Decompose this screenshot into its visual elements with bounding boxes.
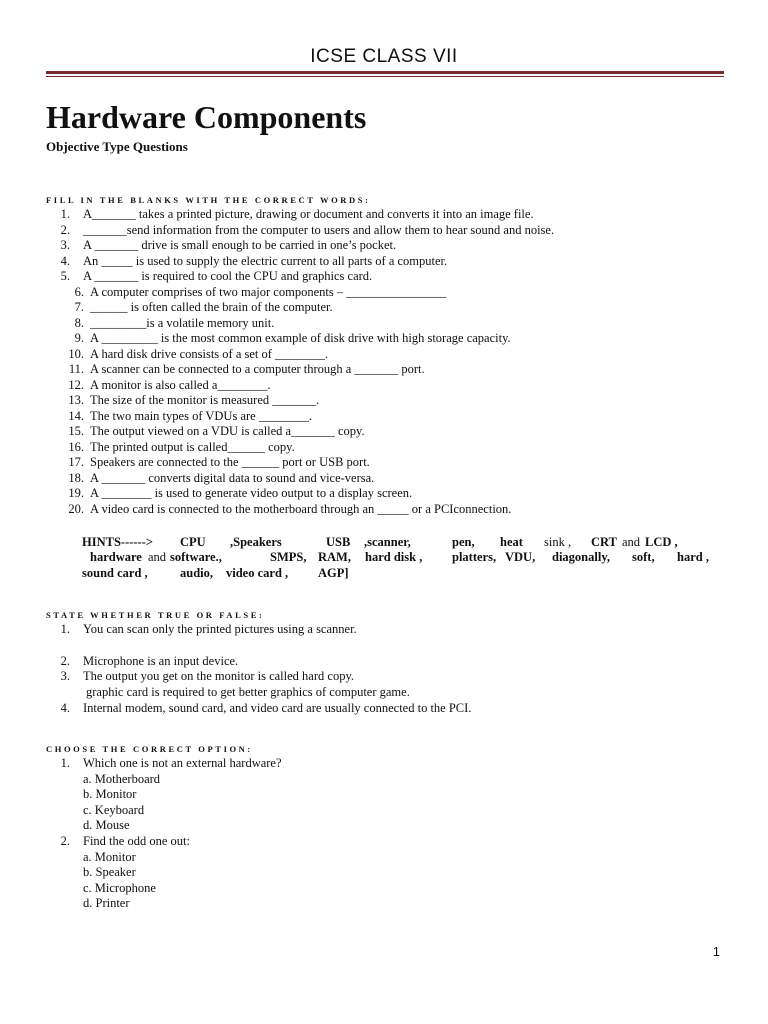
question-number: 4. (60, 701, 70, 715)
hint-word: RAM, (318, 550, 351, 564)
question-text: Find the odd one out: (83, 834, 190, 848)
question-text: A _______ is required to cool the CPU and graphics card. (83, 269, 373, 283)
question-number: 5. (60, 269, 70, 283)
hint-word: SMPS, (270, 550, 307, 564)
question-number: 9. (74, 331, 84, 345)
option-item: d. Mouse (83, 818, 130, 833)
question-text: _________is a volatile memory unit. (90, 315, 275, 330)
question-text: You can scan only the printed pictures using a scanner. (83, 622, 357, 636)
question-text: A_______ takes a printed picture, drawing or document and converts it into an image file. (83, 207, 534, 221)
question-number: 6. (74, 284, 84, 299)
question-text: A _______ converts digital data to sound and vice-versa. (90, 470, 375, 485)
question-text: A scanner can be connected to a computer through a _______ port. (90, 362, 425, 376)
question-number: 12. (68, 377, 84, 392)
question-number: 16. (68, 439, 84, 454)
question-number: 15. (68, 424, 84, 438)
hint-word: LCD , (645, 535, 678, 549)
question-text: An _____ is used to supply the electric current to all parts of a computer. (83, 253, 448, 268)
question-number: 3. (60, 238, 70, 252)
question-text: The printed output is called______ copy. (90, 439, 295, 454)
hint-word: hard , (677, 550, 709, 564)
option-item: a. Motherboard (83, 771, 161, 786)
question-text: Speakers are connected to the ______ port or USB port. (90, 455, 370, 469)
hint-word: diagonally, (552, 550, 611, 564)
question-text: _______send information from the computer to users and allow them to hear sound and noise. (83, 222, 555, 237)
header-rule-thick (46, 71, 724, 74)
question-number: 17. (68, 455, 84, 469)
question-text: The output viewed on a VDU is called a_______ copy. (90, 424, 365, 438)
page-subtitle: Objective Type Questions (46, 139, 188, 154)
question-number: 1. (60, 756, 70, 770)
hint-word: audio, (180, 566, 214, 580)
hint-word: HINTS------> (82, 535, 154, 549)
hint-word: AGP] (318, 566, 349, 580)
hint-word: and (148, 550, 167, 564)
question-number: 20. (68, 501, 84, 516)
question-text: The size of the monitor is measured _______. (90, 393, 320, 407)
question-number: 3. (60, 669, 70, 683)
question-number: 18. (68, 470, 84, 485)
hint-word: CRT (591, 535, 617, 549)
question-text: A monitor is also called a________. (90, 377, 271, 392)
option-item: c. Keyboard (83, 802, 145, 817)
hint-word: ,scanner, (364, 535, 411, 549)
question-number: 19. (68, 486, 84, 500)
fill-blanks-heading: FILL IN THE BLANKS WITH THE CORRECT WORDS: (46, 195, 371, 205)
hint-word: and (622, 535, 641, 549)
question-text: A _______ drive is small enough to be carried in one’s pocket. (83, 238, 397, 252)
hint-word: sink , (544, 535, 572, 549)
hint-word: sound card , (82, 566, 148, 580)
question-number: 1. (60, 207, 70, 221)
hint-word: heat (500, 535, 523, 549)
question-text: A hard disk drive consists of a set of ________. (90, 346, 329, 361)
question-number: 14. (68, 408, 84, 423)
page-title: Hardware Components (46, 99, 367, 135)
question-number: 11. (68, 362, 84, 376)
hint-word: pen, (452, 535, 475, 549)
hint-word: ,Speakers (230, 535, 282, 549)
question-text: A video card is connected to the motherboard through an _____ or a PCIconnection. (90, 501, 512, 516)
question-text: A _________ is the most common example of disk drive with high storage capacity. (90, 331, 511, 345)
true-false-heading: STATE WHETHER TRUE OR FALSE: (46, 610, 265, 620)
question-number: 10. (68, 346, 84, 361)
hint-word: CPU (180, 535, 206, 549)
question-number: 2. (60, 654, 70, 668)
hint-word: soft, (632, 550, 655, 564)
question-text: ______ is often called the brain of the computer. (90, 300, 333, 314)
question-text: A computer comprises of two major components – ________________ (90, 284, 447, 299)
option-item: d. Printer (83, 896, 130, 911)
question-text: A ________ is used to generate video output to a display screen. (90, 486, 413, 500)
choose-option-heading: CHOOSE THE CORRECT OPTION: (46, 744, 253, 754)
question-text: Internal modem, sound card, and video card are usually connected to the PCI. (83, 701, 472, 715)
course-header: ICSE CLASS VII (310, 46, 458, 67)
question-number: 2. (60, 222, 70, 237)
question-number: 7. (74, 300, 84, 314)
question-number: 8. (74, 315, 84, 330)
question-number: 2. (60, 834, 70, 848)
option-item: c. Microphone (83, 880, 156, 895)
hint-word: video card , (226, 566, 289, 580)
hint-word: VDU, (505, 550, 536, 564)
option-item: a. Monitor (83, 849, 136, 864)
page-number: 1 (712, 944, 720, 959)
question-text: The output you get on the monitor is called hard copy. (83, 669, 355, 683)
question-text: graphic card is required to get better graphics of computer game. (86, 685, 410, 699)
question-number: 4. (60, 253, 70, 268)
question-number: 1. (60, 622, 70, 636)
hint-word: hard disk , (365, 550, 423, 564)
hint-word: platters, (452, 550, 497, 564)
header-rule-thin (46, 76, 724, 77)
hint-word: software., (170, 550, 222, 564)
question-text: Microphone is an input device. (83, 654, 239, 668)
question-number: 13. (68, 393, 84, 407)
hint-word: hardware (90, 550, 142, 564)
hint-word: USB (326, 535, 351, 549)
question-text: The two main types of VDUs are ________. (90, 408, 312, 423)
question-text: Which one is not an external hardware? (83, 756, 282, 770)
option-item: b. Monitor (83, 787, 137, 802)
option-item: b. Speaker (83, 865, 136, 880)
